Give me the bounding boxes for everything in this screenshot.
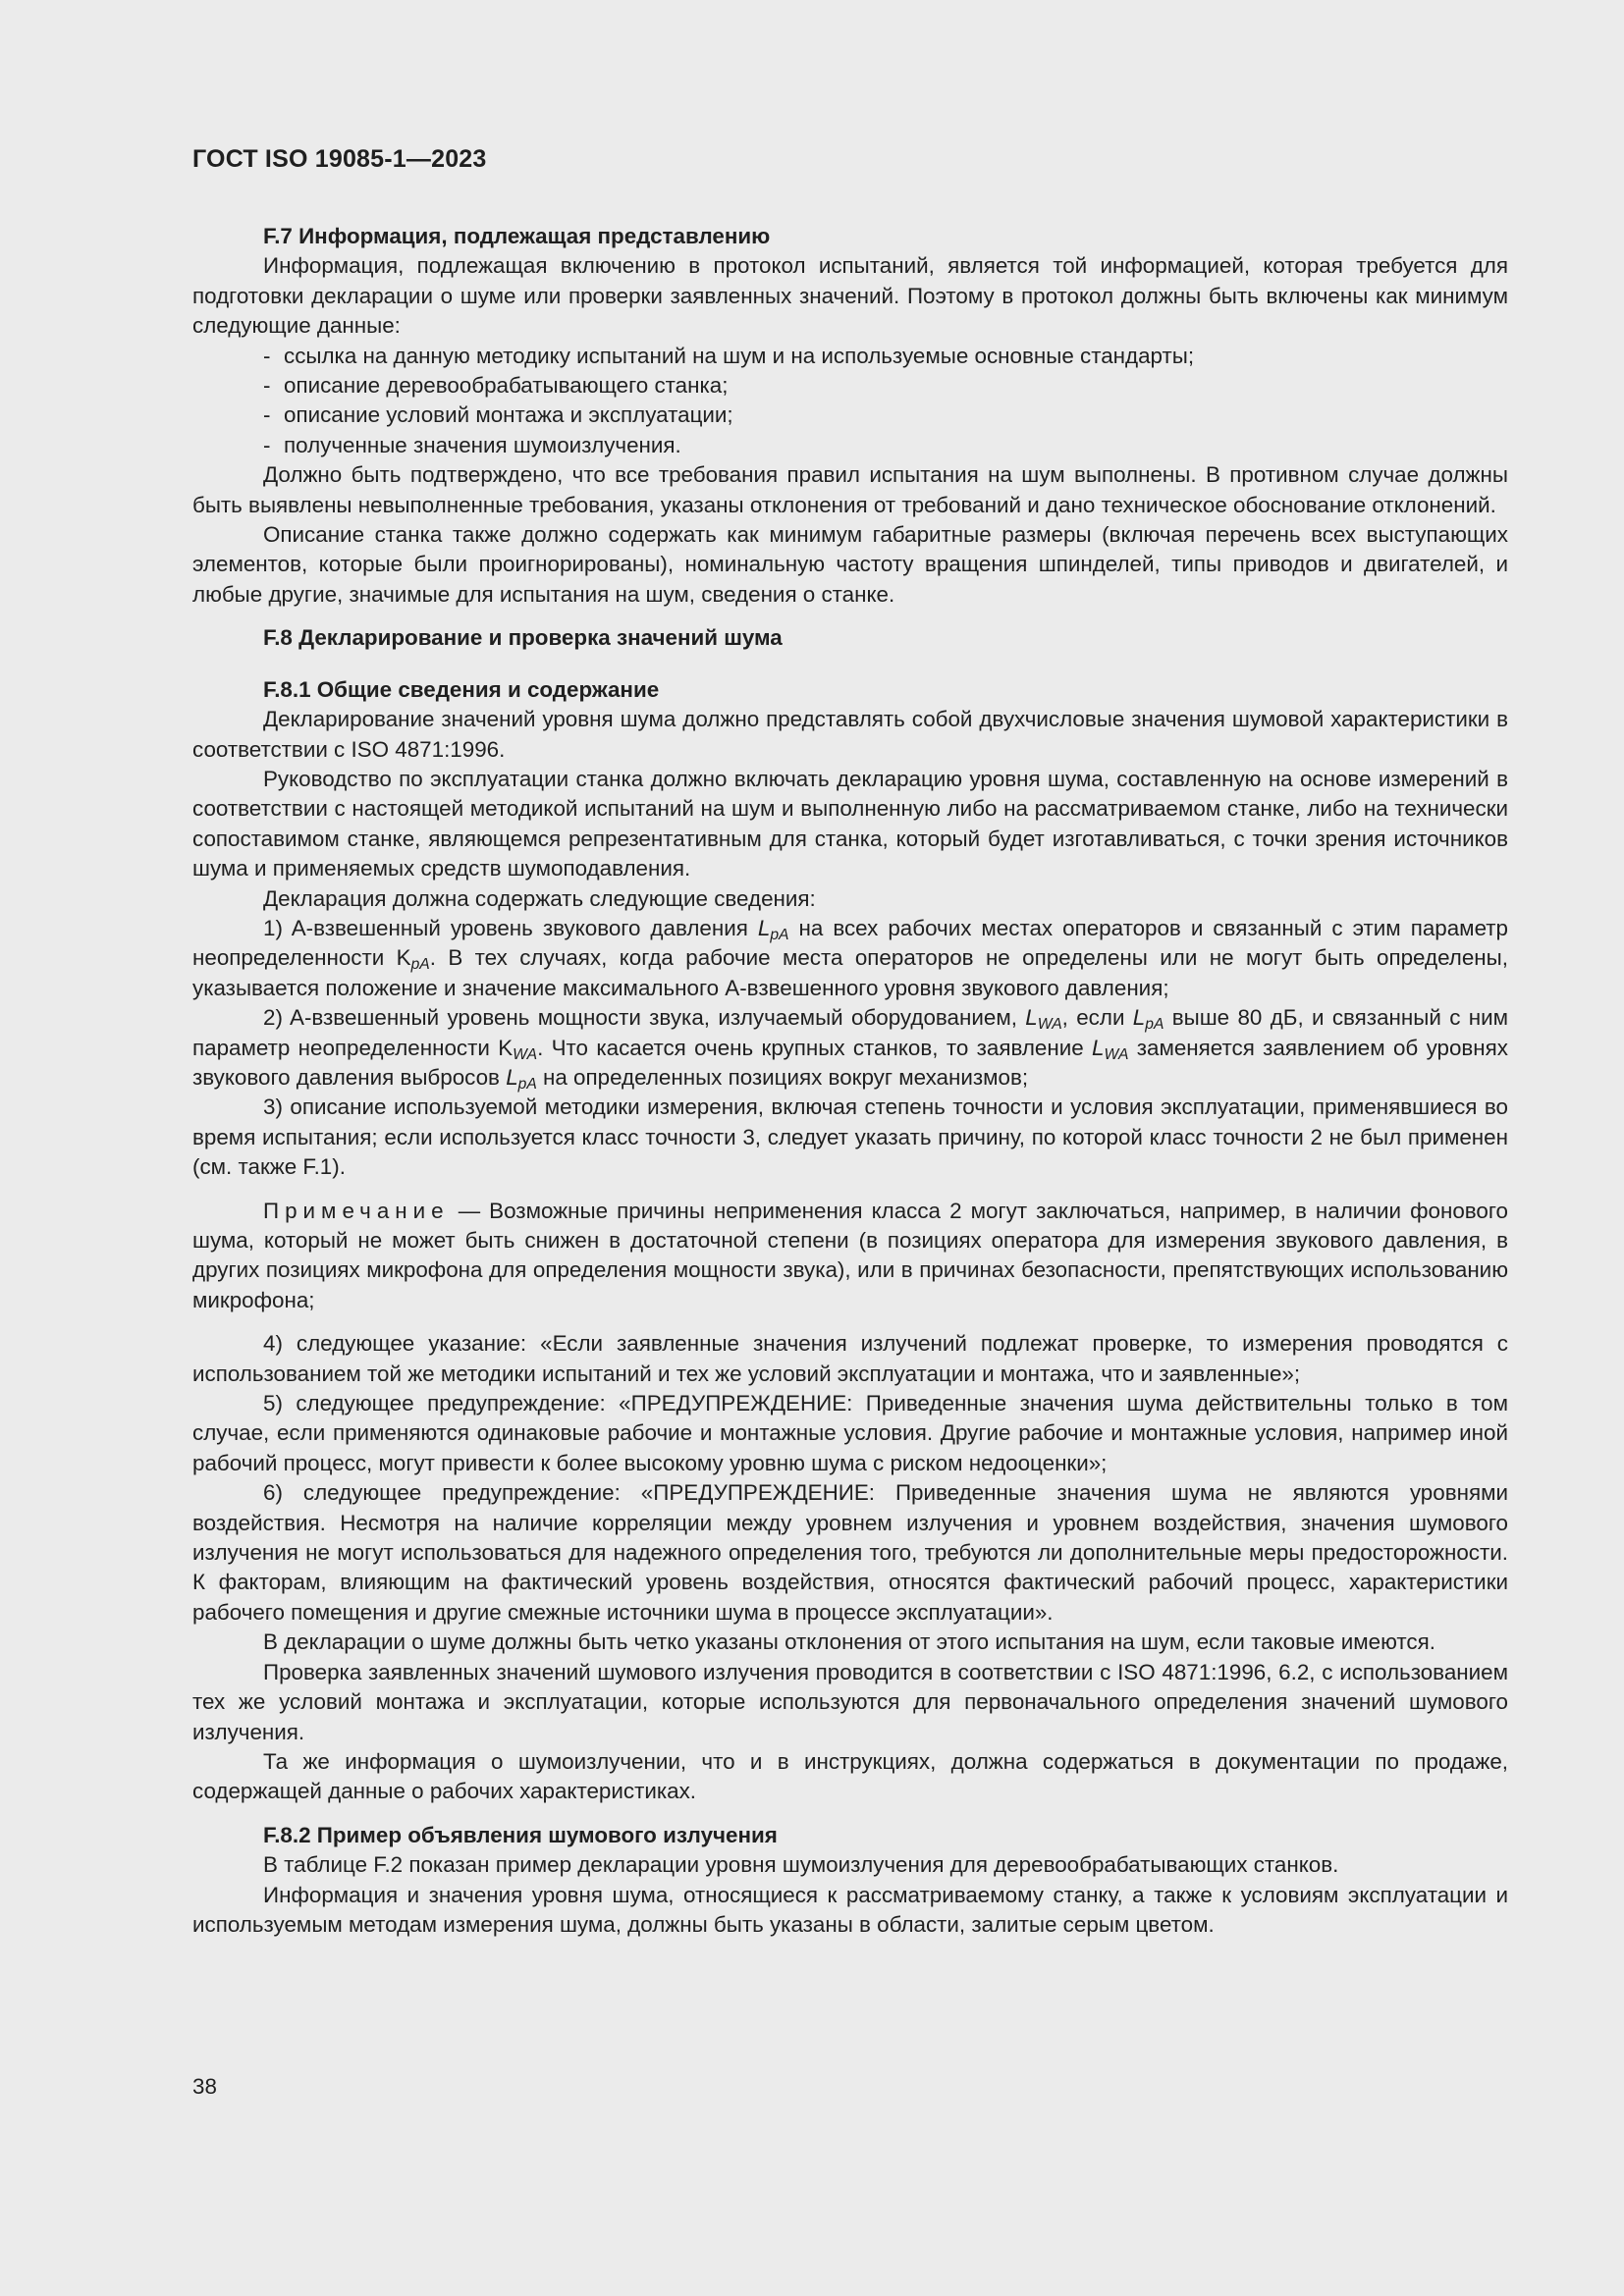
list-item: - полученные значения шумоизлучения. (263, 431, 1508, 460)
paragraph-f82-example: В таблице F.2 показан пример декларации уровня шумоизлучения для деревообрабатывающих станков. (263, 1852, 1339, 1878)
f7-required-data-list (192, 342, 1508, 461)
list-dash: - (263, 402, 271, 428)
declaration-item-3: 3) описание используемой методики измерения, включая степень точности и условия эксплуатации, применявшиеся во время испытания; если используется класс точности 3, следует указать причину, по которой класс точности 2 не был применен (см. также F.1). (192, 1095, 1508, 1180)
paragraph-f7-machine-description: Описание станка также должно содержать как минимум габаритные размеры (включая перечень всех выступающих элементов, которые были проигнорированы), номинальную частоту вращения шпинделей, типы приводов и двигателей, и любые другие, значимые для испытания на шум, сведения о станке. (192, 522, 1508, 607)
paragraph-f81-contents: Декларация должна содержать следующие сведения: (263, 885, 816, 911)
section-heading-f8-1: F.8.1 Общие сведения и содержание (263, 676, 660, 702)
note: Примечание — Возможные причины неприменения класса 2 могут заключаться, например, в наличии фонового шума, который не может быть снижен в достаточной степени (в позициях оператора для измерения звукового давления, в других позициях микрофона для определения мощности звука), или в причинах безопасности, препятствующих использованию микрофона; (192, 1198, 1508, 1312)
paragraph-f81-deviations: В декларации о шуме должны быть четко указаны отклонения от этого испытания на шум, если таковые имеются. (263, 1629, 1435, 1655)
note-text: Возможные причины неприменения класса 2 могут заключаться, например, в наличии фонового шума, который не может быть снижен в достаточной степени (в позициях оператора для измерения звукового давления, в других позициях микрофона для определения мощности звука), или в причинах безопасности, препятствующих использованию микрофона; (192, 1198, 1508, 1312)
paragraph-f7-intro: Информация, подлежащая включению в протокол испытаний, является той информацией, которая требуется для подготовки декларации о шуме или проверки заявленных значений. Поэтому в протокол должны быть включены как минимум следующие данные: (192, 253, 1508, 339)
note-label: Примечание (263, 1198, 450, 1223)
list-dash: - (263, 432, 271, 457)
declaration-item-5: 5) следующее предупреждение: «ПРЕДУПРЕЖДЕНИЕ: Приведенные значения шума действительны только в том случае, если применяются одинаковые рабочие и монтажные условия. Другие рабочие и монтажные условия, например иной рабочий процесс, могут привести к более высокому уровню шума с риском недооценки»; (192, 1391, 1508, 1475)
declaration-item-6: 6) следующее предупреждение: «ПРЕДУПРЕЖДЕНИЕ: Приведенные значения шума не являются уровнями воздействия. Несмотря на наличие корреляции между уровнем излучения и уровнем воздействия, значения шумового излучения не могут использоваться для надежного определения того, требуются ли дополнительные меры предосторожности. К факторам, влияющим на фактический уровень воздействия, относятся фактический рабочий процесс, характеристики рабочего помещения и другие смежные источники шума в процессе эксплуатации». (192, 1480, 1508, 1625)
paragraph-f81-manual: Руководство по эксплуатации станка должно включать декларацию уровня шума, составленную на основе измерений в соответствии с настоящей методикой испытаний на шум и выполненную либо на рассматриваемом станке, либо на технически сопоставимом станке, являющемся репрезентативным для станка, который будет изготавливаться, с точки зрения источников шума и применяемых средств шумоподавления. (192, 766, 1508, 881)
paragraph-f82-grey-area: Информация и значения уровня шума, относящиеся к рассматриваемому станку, а также к условиям эксплуатации и используемым методам измерения шума, должны быть указаны в области, залитые серым цветом. (192, 1882, 1508, 1937)
list-dash: - (263, 373, 271, 399)
list-item: - описание деревообрабатывающего станка; (263, 371, 1508, 400)
section-heading-f7: F.7 Информация, подлежащая представлению (263, 224, 771, 248)
declaration-item-1: 1) A-взвешенный уровень звукового давления $L_{pA}$ на всех рабочих местах операторов и связанный с этим параметр неопределенности $K_{pA}$. В тех случаях, когда рабочие места операторов не определены или не могут быть определены, указывается положение и значение максимального A-взвешенного уровня звукового давления; (192, 915, 1508, 1000)
page-number: 38 (192, 2074, 217, 2099)
paragraph-f81-sales-docs: Та же информация о шумоизлучении, что и в инструкциях, должна содержаться в документации по продаже, содержащей данные о рабочих характеристиках. (192, 1748, 1508, 1804)
declaration-item-2: 2) A-взвешенный уровень мощности звука, излучаемый оборудованием, $L_{WA}$, если $L_{pA}$ выше 80 дБ, и связанный с ним параметр неопределенности $K_{WA}$. Что касается очень крупных станков, то заявление $L_{WA}$ заменяется заявлением об уровнях звукового давления выбросов $L_{pA}$ на определенных позициях вокруг механизмов; (192, 1005, 1508, 1093)
section-heading-f8-2: F.8.2 Пример объявления шумового излучения (263, 1822, 778, 1847)
declaration-item-4: 4) следующее указание: «Если заявленные значения излучений подлежат проверке, то измерения проводятся с использованием той же методики испытаний и тех же условий эксплуатации и монтажа, что и заявленные»; (192, 1331, 1508, 1386)
paragraph-f81-verification: Проверка заявленных значений шумового излучения проводится в соответствии с ISO 4871:1996, 6.2, с использованием тех же условий монтажа и эксплуатации, которые используются для первоначального определения значений шумового излучения. (192, 1659, 1508, 1744)
section-heading-f8: F.8 Декларирование и проверка значений шума (263, 625, 783, 651)
document-header: ГОСТ ISO 19085-1—2023 (192, 145, 487, 173)
list-item: - описание условий монтажа и эксплуатации; (263, 400, 1508, 430)
list-dash: - (263, 343, 271, 368)
paragraph-f7-requirements: Должно быть подтверждено, что все требования правил испытания на шум выполнены. В противном случае должны быть выявлены невыполненные требования, указаны отклонения от требований и дано техническое обоснование отклонений. (192, 462, 1508, 517)
document-body (192, 222, 1508, 1940)
paragraph-f81-declaration: Декларирование значений уровня шума должно представлять собой двухчисловые значения шумовой характеристики в соответствии с ISO 4871:1996. (192, 707, 1508, 762)
list-item: - ссылка на данную методику испытаний на шум и на используемые основные стандарты; (263, 342, 1508, 371)
